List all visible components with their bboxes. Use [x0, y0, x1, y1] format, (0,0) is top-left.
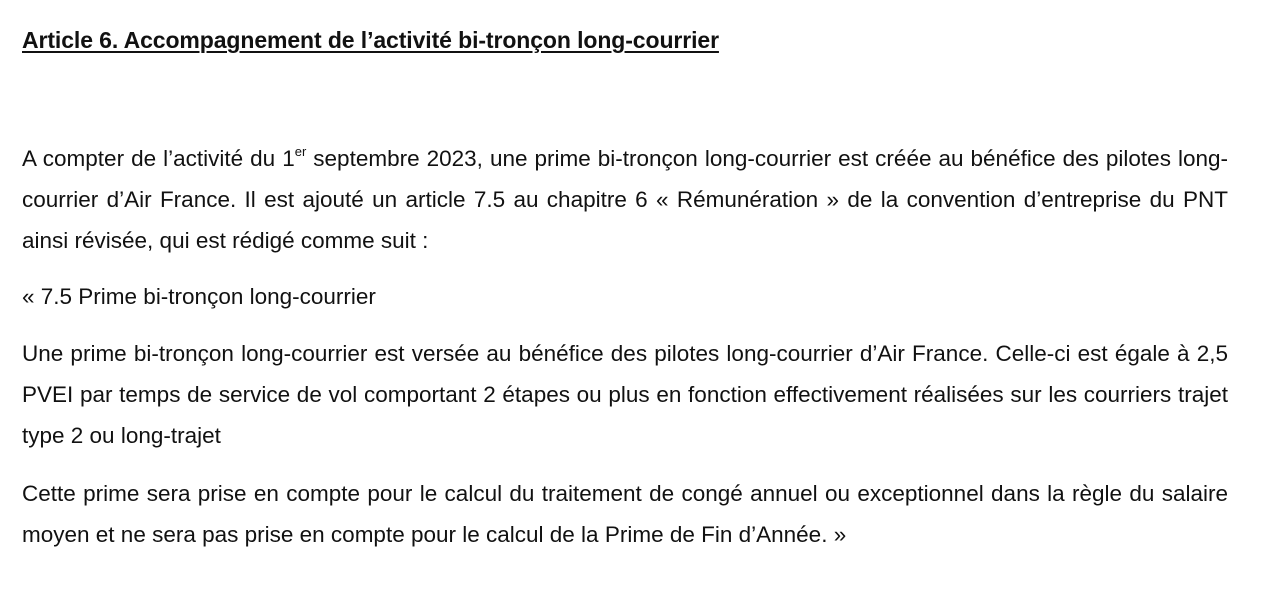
- intro-text-start: A compter de l’activité du 1: [22, 146, 295, 171]
- intro-text-end: septembre 2023, une prime bi-tronçon long-courrier est créée au bénéfice des pilotes long-courrier d’Air France. Il est ajouté un article 7.5 au chapitre 6 « Rémunération » de la convention d’entreprise du PNT ainsi révisée, qui est rédigé comme suit :: [22, 146, 1228, 253]
- paragraph-subarticle-heading: « 7.5 Prime bi-tronçon long-courrier: [22, 284, 376, 309]
- article-title: Article 6. Accompagnement de l’activité bi-tronçon long-courrier: [22, 27, 719, 53]
- paragraph-prime-definition: Une prime bi-tronçon long-courrier est versée au bénéfice des pilotes long-courrier d’Air France. Celle-ci est égale à 2,5 PVEI par temps de service de vol comportant 2 étapes ou plus en fonction effectivement réalisées sur les courriers trajet type 2 ou long-trajet: [22, 341, 1228, 448]
- ordinal-superscript: er: [294, 143, 307, 159]
- paragraph-prime-calculation: Cette prime sera prise en compte pour le calcul du traitement de congé annuel ou exceptionnel dans la règle du salaire moyen et ne sera pas prise en compte pour le calcul de la Prime de Fin d’Année. »: [22, 481, 1228, 547]
- paragraph-intro: [22, 138, 1228, 261]
